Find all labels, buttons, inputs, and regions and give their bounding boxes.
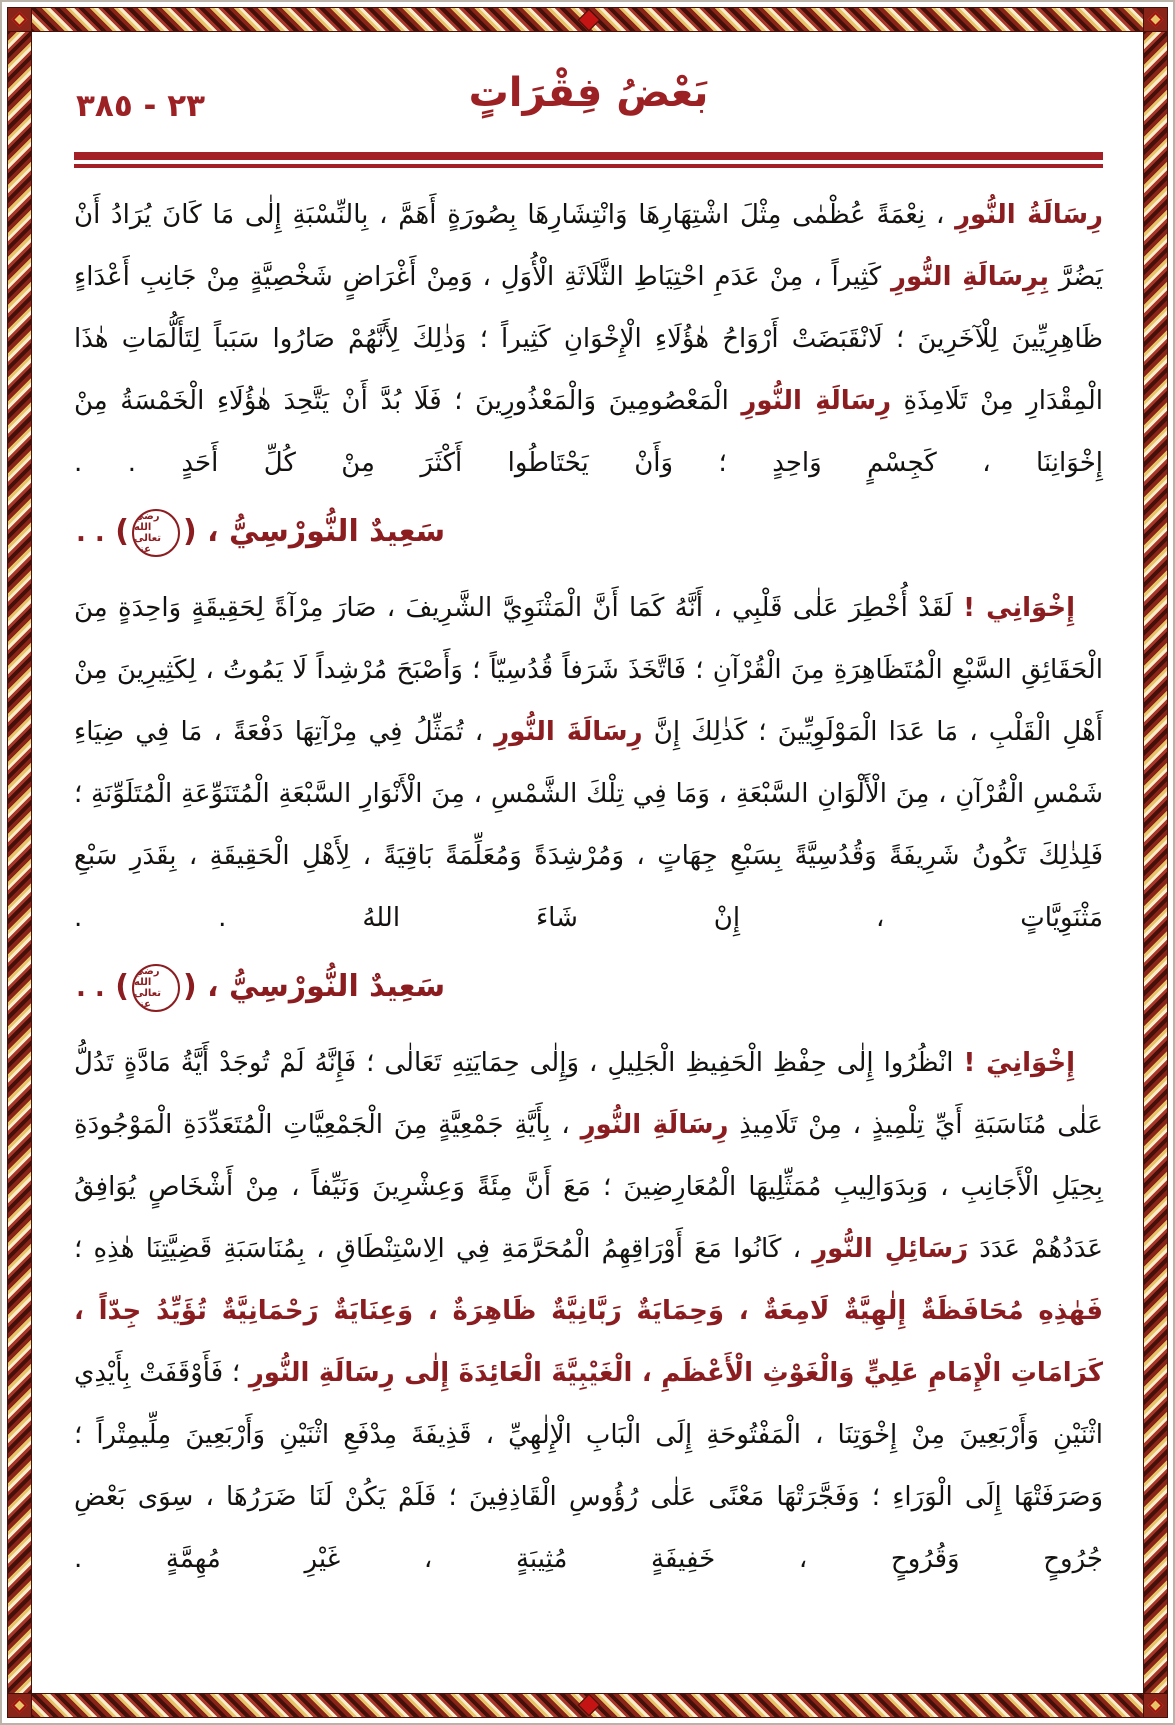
seal-text-line1: رضي الله: [133, 965, 160, 988]
signature-dots: . .: [76, 518, 105, 548]
border-left: [7, 7, 32, 1718]
page-header: [74, 66, 1103, 152]
seal-text-line1: رضي الله: [133, 510, 160, 533]
seal-open-paren: (: [182, 969, 197, 1004]
text-segment: ، كَانُوا مَعَ أَوْرَاقِهِمُ الْمُحَرَّمَةِ فِي الِاسْتِنْطَاقِ ، بِمُنَاسَبَةِ قَضِيَّتِنَا هٰذِهِ ؛: [74, 1234, 813, 1264]
highlighted-text-segment: رِسَالَةِ النُّورِ: [580, 1110, 729, 1140]
text-segment: كَثِيراً ، مِنْ عَدَمِ احْتِيَاطِ الثَّلَاثَةِ الْأُوَلِ ، وَمِنْ أَغْرَاضٍ شَخْصِيَّةٍ مِنْ جَانِبِ أَعْدَاءٍ ظَاهِرِيِّينَ لِلْآخَرِينَ ؛ لَانْقَبَضَتْ أَرْوَاحُ هٰؤُلَاءِ الْإِخْوَانِ كَثِيراً ؛ وَذٰلِكَ لِأَنَّهُمْ صَارُوا سَبَباً لِتَأَلُّمَاتِ هٰذَا الْمِقْدَارِ مِنْ تَلَامِذَةِ: [74, 262, 1103, 416]
seal-icon: [132, 964, 180, 1012]
header-rule-thin: [74, 164, 1103, 168]
highlighted-text-segment: إِخْوَانِيَ !: [963, 1048, 1076, 1078]
text-segment: ؛ فَأَوْقَفَتْ بِأَيْدِي اثْنَيْنِ وَأَرْبَعِينَ مِنْ إِخْوَتِنَا ، الْمَفْتُوحَةِ إِلَى الْبَابِ الْإِلٰهِيِّ ، قَذِيفَةَ مِدْفَعِ اثْنَيْنِ وَأَرْبَعِينَ مِلِّيمِتْراً ؛ وَصَرَفَتْهَا إِلَى الْوَرَاءِ ؛ وَفَجَّرَتْهَا مَعْنًى عَلٰى رُؤُوسِ الْقَاذِفِينَ ؛ فَلَمْ يَكُنْ لَنَا ضَرَرُهَا ، سِوَى بَعْضِ جُرُوحٍ وَقُرُوحٍ ، خَفِيفَةٍ مُثِيبَةٍ ، غَيْرِ مُهِمَّةٍ .: [74, 1358, 1103, 1574]
seal-close-paren: ): [115, 969, 129, 1004]
highlighted-text-segment: رِسَالَةُ النُّورِ: [955, 200, 1104, 230]
signature-dots: . .: [76, 973, 105, 1003]
text-segment: ، بِأَيَّةِ جَمْعِيَّةٍ مِنَ الْجَمْعِيَّاتِ الْمُتَعَدِّدَةِ الْمَوْجُودَةِ بِحِيَلِ الْأَجَانِبِ ، وَبِدَوَالِيبِ مُمَثِّلِيهَا الْمُعَارِضِينَ ؛ مَعَ أَنَّ مِئَةً وَعِشْرِينَ وَنَيِّفاً ، مِنْ أَشْخَاصٍ يُوَافِقُ عَدَدُهُمْ عَدَدَ: [74, 1110, 1103, 1264]
signature-block-2: [74, 959, 1103, 1016]
page-number: ٢٣ - ٣٨٥: [76, 88, 206, 124]
seal-text-line2: تعالى عنه: [133, 532, 162, 555]
signature-block-1: [74, 504, 1103, 561]
seal-close-paren: ): [115, 514, 129, 549]
text-segment: الْمَعْصُومِينَ وَالْمَعْذُورِينَ ؛ فَلَا بُدَّ أَنْ يَتَّحِدَ هٰؤُلَاءِ الْخَمْسَةُ مِنْ إِخْوَانِنَا ، كَجِسْمٍ وَاحِدٍ ؛ وَأَنْ يَحْتَاطُوا أَكْثَرَ مِنْ كُلِّ أَحَدٍ . .: [74, 386, 1103, 478]
highlighted-text-segment: رَسَائِلِ النُّورِ: [812, 1234, 969, 1264]
border-right: [1143, 7, 1168, 1718]
corner-ornament-bottom-left: [7, 1693, 32, 1718]
highlighted-text-segment: فَهٰذِهِ مُحَافَظَةٌ إِلٰهِيَّةٌ لَامِعَةٌ ، وَحِمَايَةٌ رَبَّانِيَّةٌ ظَاهِرَةٌ ، وَعِنَايَةٌ رَحْمَانِيَّةٌ تُؤَيِّدُ جِدّاً ، كَرَامَاتِ الْإِمَامِ عَلِيٍّ وَالْغَوْثِ الْأَعْظَمِ ، الْغَيْبِيَّةَ الْعَائِدَةَ إِلٰى رِسَالَةِ النُّورِ: [74, 1296, 1103, 1388]
header-rule-thick: [74, 152, 1103, 160]
page-title: بَعْضُ فِقْرَاتٍ: [468, 70, 709, 116]
corner-ornament-bottom-right: [1143, 1693, 1168, 1718]
signature-name: سَعِيدٌ النُّورْسِيُّ ،: [207, 969, 446, 1004]
seal-icon: [132, 509, 180, 557]
highlighted-text-segment: بِرِسَالَةِ النُّورِ: [890, 262, 1049, 292]
text-segment: ، نِعْمَةً عُظْمٰى مِثْلَ اشْتِهَارِهَا وَانْتِشَارِهَا بِصُورَةٍ أَهَمَّ ، بِالنِّسْبَةِ إِلٰى مَا كَانَ يُرَادُ أَنْ يَضُرَّ: [74, 200, 1103, 292]
text-segment: انْظُرُوا إِلٰى حِفْظِ الْحَفِيظِ الْجَلِيلِ ، وَإِلٰى حِمَايَتِهِ تَعَالٰى ؛ فَإِنَّهُ لَمْ تُوجَدْ أَيَّةُ مَادَّةٍ تَدُلُّ عَلٰى مُنَاسَبَةِ أَيِّ تِلْمِيذٍ ، مِنْ تَلَامِيذِ: [74, 1048, 1104, 1140]
corner-ornament-top-left: [7, 7, 32, 32]
text-segment: لَقَدْ أُخْطِرَ عَلٰى قَلْبِي ، أَنَّهُ كَمَا أَنَّ الْمَثْنَوِيَّ الشَّرِيفَ ، صَارَ مِرْآةً لِحَقِيقَةٍ وَاحِدَةٍ مِنَ الْحَقَائِقِ السَّبْعِ الْمُتَظَاهِرَةِ مِنَ الْقُرْآنِ ؛ فَاتَّخَذَ شَرَفاً قُدُسِيّاً ؛ وَأَصْبَحَ مُرْشِداً لَا يَمُوتُ ، لِكَثِيرِينَ مِنْ أَهْلِ الْقَلْبِ ، مَا عَدَا الْمَوْلَوِيِّينَ ؛ كَذٰلِكَ إِنَّ: [74, 593, 1103, 747]
paragraph-3: [74, 1032, 1103, 1590]
text-segment: ، تُمَثِّلُ فِي مِرْآتِهَا دَفْعَةً ، مَا فِي ضِيَاءِ شَمْسِ الْقُرْآنِ ، مِنَ الْأَلْوَانِ السَّبْعَةِ ، وَمَا فِي تِلْكَ الشَّمْسِ ، مِنَ الْأَنْوَارِ السَّبْعَةِ الْمُتَنَوِّعَةِ الْمُتَلَوِّنَةِ ؛ فَلِذٰلِكَ تَكُونُ شَرِيفَةً وَقُدُسِيَّةً بِسَبْعِ جِهَاتٍ ، وَمُرْشِدَةً وَمُعَلِّمَةً بَاقِيَةً ، لِأَهْلِ الْحَقِيقَةِ ، بِقَدَرِ سَبْعِ مَثْنَوِيَّاتٍ ، إِنْ شَاءَ اللهُ . .: [74, 717, 1103, 933]
highlighted-text-segment: رِسَالَةِ النُّورِ: [741, 386, 892, 416]
paragraph-2: [74, 577, 1103, 949]
highlighted-text-segment: رِسَالَةَ النُّورِ: [494, 717, 643, 747]
corner-ornament-top-right: [1143, 7, 1168, 32]
page-content: [74, 66, 1103, 1678]
highlighted-text-segment: إِخْوَانِي !: [963, 593, 1075, 623]
signature-name: سَعِيدٌ النُّورْسِيُّ ،: [207, 514, 446, 549]
paragraph-1: [74, 184, 1103, 494]
seal-text-line2: تعالى عنه: [133, 987, 162, 1010]
seal-open-paren: (: [182, 514, 197, 549]
